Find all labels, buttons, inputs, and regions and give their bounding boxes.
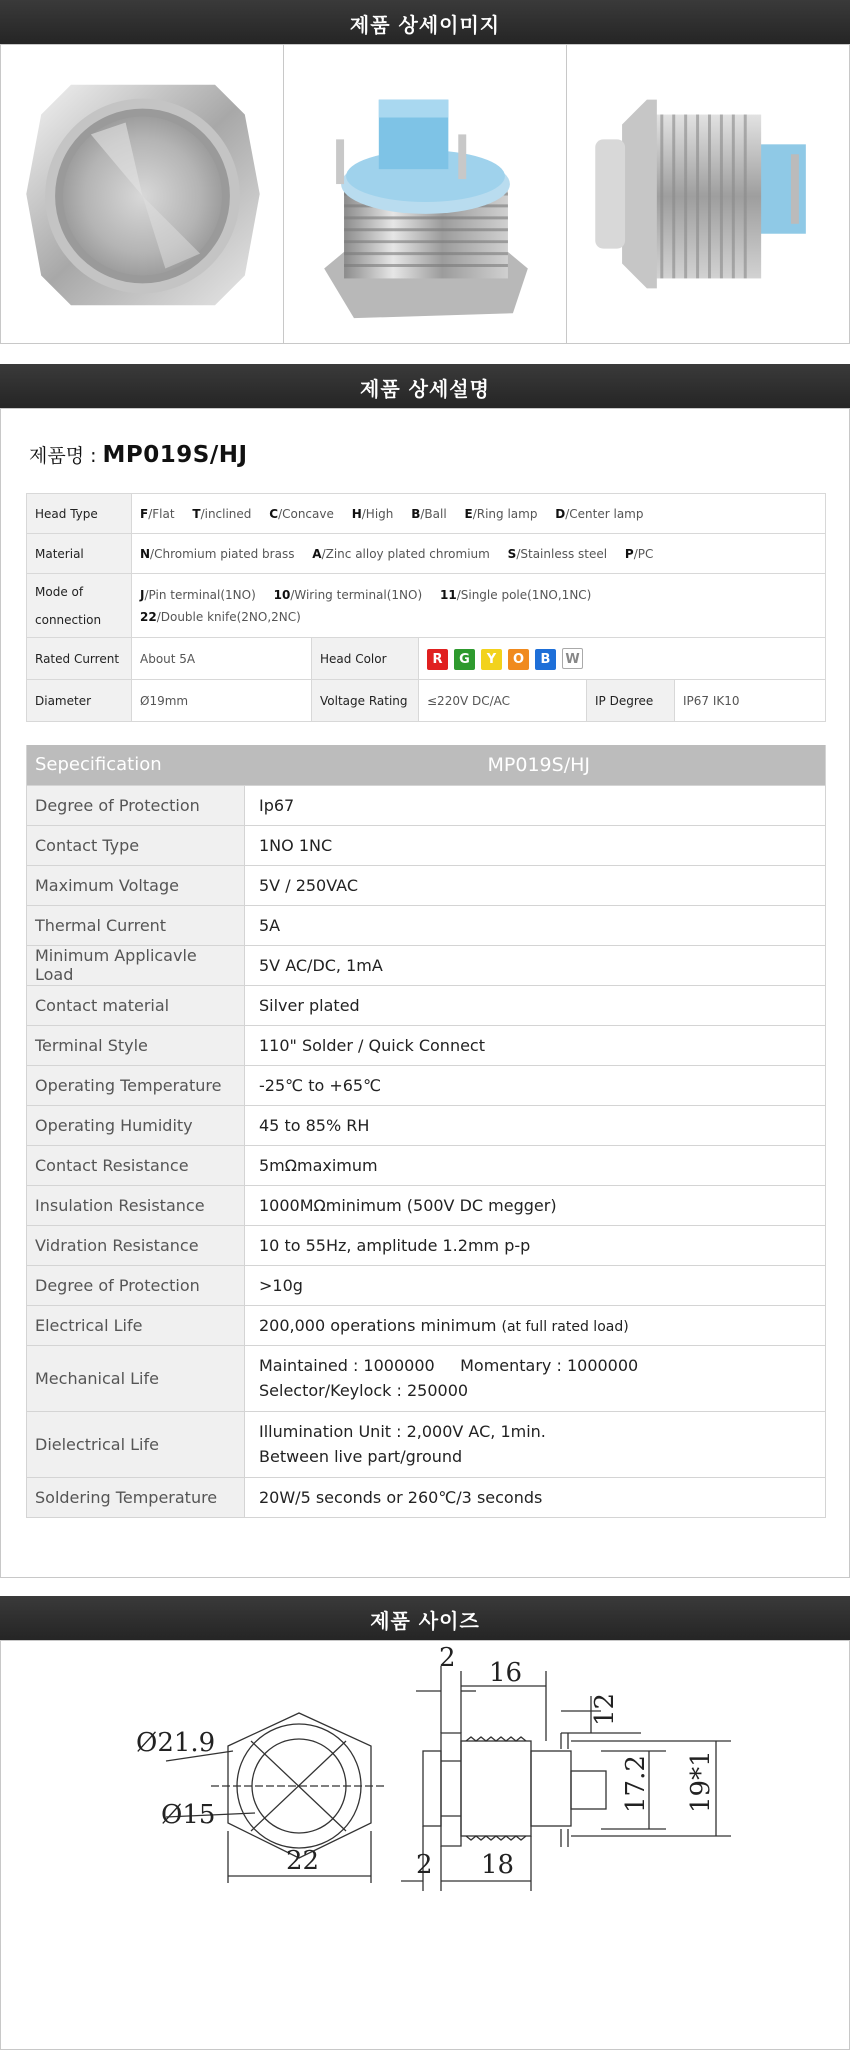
dim-outer-diameter: Ø21.9 (136, 1728, 216, 1758)
side-view-image (567, 45, 849, 343)
product-photo-front (1, 45, 284, 343)
dim-thread-spec: 19*1 (686, 1750, 716, 1813)
spec-row: Operating Humidity 45 to 85% RH (27, 1105, 826, 1145)
dim-thread-length: 16 (489, 1658, 523, 1688)
color-swatch-white: W (562, 648, 583, 669)
dimension-drawing (1, 1641, 850, 2051)
dim-flange-top: 2 (439, 1643, 456, 1673)
material-values: N/Chromium piated brass A/Zinc alloy plated chromium S/Stainless steel P/PC (132, 534, 826, 574)
spec-row: Maximum Voltage 5V / 250VAC (27, 865, 826, 905)
spec-row: Degree of Protection >10g (27, 1265, 826, 1305)
dim-width: 22 (286, 1846, 320, 1876)
connection-values: J/Pin terminal(1NO) 10/Wiring terminal(1NO) 11/Single pole(1NO,1NC) 22/Double knife(2NO,2NC) (132, 574, 826, 638)
head-type-values: F/Flat T/inclined C/Concave H/High B/Ball E/Ring lamp D/Center lamp (132, 494, 826, 534)
option-row-material: Material N/Chromium piated brass A/Zinc alloy plated chromium S/Stainless steel P/PC (27, 534, 826, 574)
images-section-title: 제품 상세이미지 (0, 0, 850, 46)
spec-row: Dielectrical Life Illumination Unit : 2,000V AC, 1min. Between live part/ground (27, 1411, 826, 1477)
spec-row: Degree of Protection Ip67 (27, 785, 826, 825)
dim-body-length: 18 (481, 1850, 515, 1880)
spec-row: Contact Resistance 5mΩmaximum (27, 1145, 826, 1185)
specification-table (26, 745, 826, 1518)
spec-row: Terminal Style 110" Solder / Quick Connect (27, 1025, 826, 1065)
spec-row: Contact Type 1NO 1NC (27, 825, 826, 865)
dim-inner-diameter: Ø15 (161, 1800, 216, 1830)
color-swatch-yellow: Y (481, 649, 502, 670)
spec-row: Operating Temperature -25℃ to +65℃ (27, 1065, 826, 1105)
color-swatch-orange: O (508, 649, 529, 670)
option-row-connection: Mode of connection J/Pin terminal(1NO) 10/Wiring terminal(1NO) 11/Single pole(1NO,1NC) 22/Double knife(2NO,2NC) (27, 574, 826, 638)
color-swatch-blue: B (535, 649, 556, 670)
description-section-title: 제품 상세설명 (0, 364, 850, 410)
product-model: MP019S/HJ (102, 442, 248, 468)
size-section-title: 제품 사이즈 (0, 1596, 850, 1642)
size-drawing-panel (0, 1640, 850, 2050)
spec-row: Contact material Silver plated (27, 985, 826, 1025)
spec-row: Vidration Resistance 10 to 55Hz, amplitude 1.2mm p-p (27, 1225, 826, 1265)
options-table (26, 493, 826, 722)
color-swatch-green: G (454, 649, 475, 670)
spec-row: Electrical Life 200,000 operations minimum (at full rated load) (27, 1305, 826, 1345)
spec-row: Soldering Temperature 20W/5 seconds or 260℃/3 seconds (27, 1477, 826, 1517)
option-row-diameter: Diameter Ø19mm Voltage Rating ≤220V DC/AC IP Degree IP67 IK10 (27, 680, 826, 722)
top-side-view-image (284, 45, 566, 343)
product-photo-side-top (284, 45, 567, 343)
dim-flange-bottom: 2 (416, 1850, 433, 1880)
option-row-head-type: Head Type F/Flat T/inclined C/Concave H/High B/Ball E/Ring lamp D/Center lamp (27, 494, 826, 534)
product-photo-strip (0, 44, 850, 344)
front-view-image (1, 45, 283, 343)
spec-row: Insulation Resistance 1000MΩminimum (500V DC megger) (27, 1185, 826, 1225)
dim-body-height: 17.2 (621, 1755, 651, 1813)
dim-top-height: 12 (590, 1692, 620, 1726)
head-color-swatches (419, 638, 826, 680)
color-swatch-red: R (427, 649, 448, 670)
option-row-current-color: Rated Current About 5A Head Color R G Y O B W (27, 638, 826, 680)
spec-row: Minimum Applicavle Load 5V AC/DC, 1mA (27, 945, 826, 985)
spec-header: Sepecification MP019S/HJ (27, 745, 826, 785)
product-photo-side (567, 45, 849, 343)
product-name: 제품명 : MP019S/HJ (29, 442, 248, 468)
spec-row: Mechanical Life Maintained : 1000000 Momentary : 1000000 Selector/Keylock : 250000 (27, 1345, 826, 1411)
description-panel (0, 408, 850, 1578)
spec-row: Thermal Current 5A (27, 905, 826, 945)
